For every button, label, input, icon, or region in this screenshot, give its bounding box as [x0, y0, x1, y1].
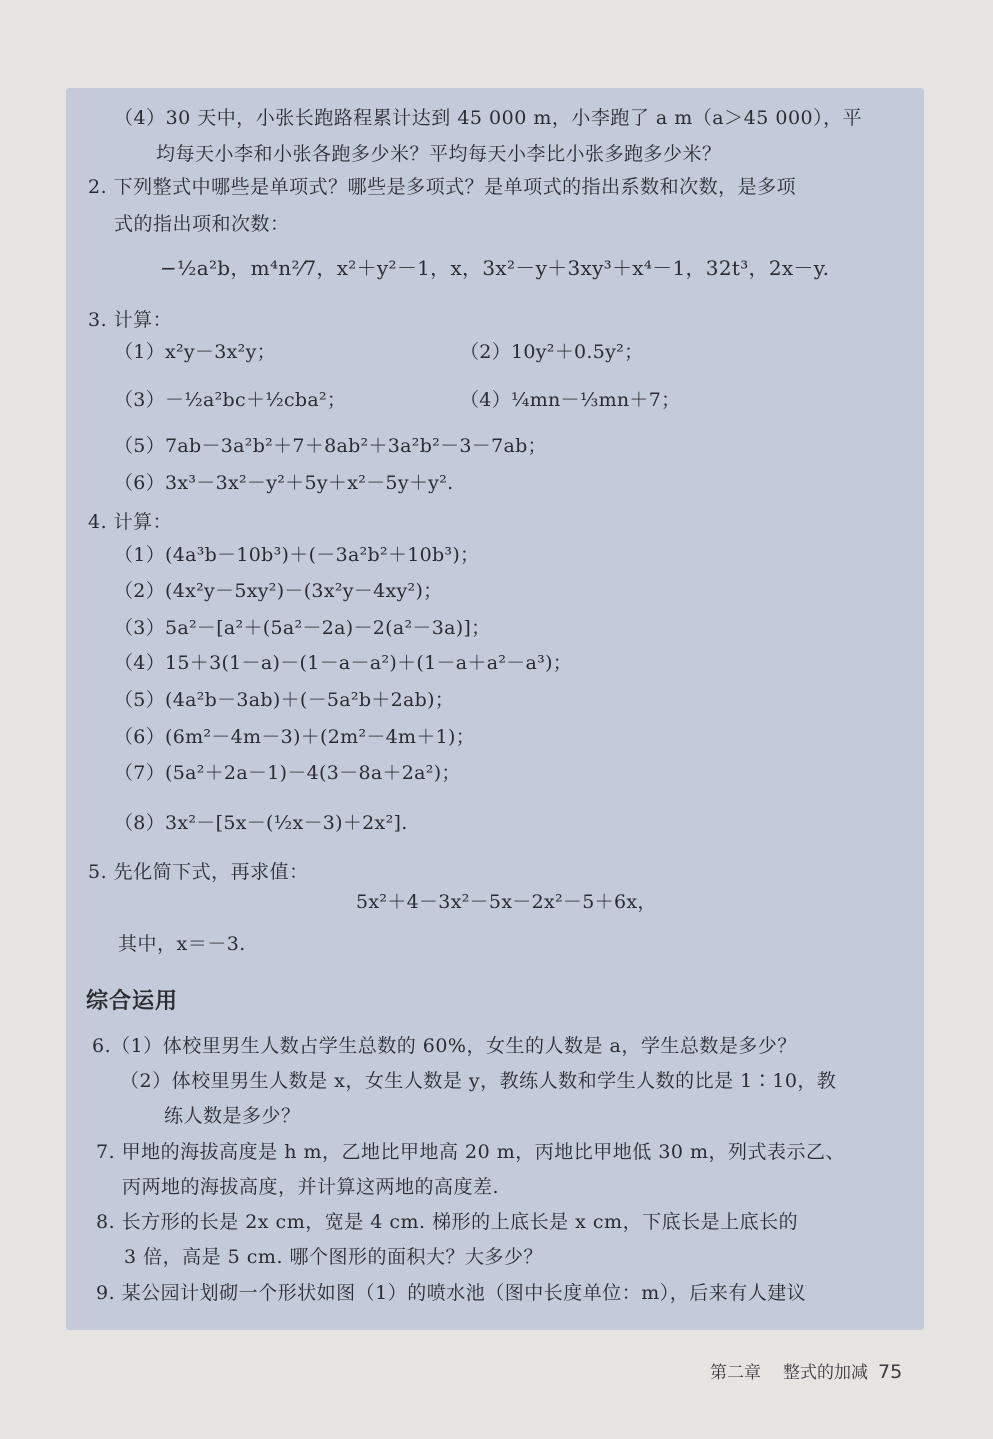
- problem-4-8: （8）3x²－[5x－(½x－3)＋2x²].: [114, 812, 408, 834]
- problem-7-line-2: 丙两地的海拔高度，并计算这两地的高度差.: [122, 1176, 500, 1198]
- problem-3-1: （1）x²y－3x²y；: [114, 341, 276, 363]
- problem-3-4: （4）¼mn－⅓mn＋7；: [460, 389, 681, 411]
- problem-2-expression: −½a²b，m⁴n²⁄7，x²＋y²－1，x，3x²－y＋3xy³＋x⁴－1，32t³，2x－y.: [160, 256, 830, 280]
- problem-3-3: （3）－½a²bc＋½cba²；: [114, 389, 347, 411]
- problem-9-line-1: 9. 某公园计划砌一个形状如图（1）的喷水池（图中长度单位：m），后来有人建议: [96, 1282, 807, 1304]
- problem-8-line-1: 8. 长方形的长是 2x cm，宽是 4 cm. 梯形的上底长是 x cm，下底长是上底长的: [96, 1211, 799, 1233]
- problem-4-title: 4. 计算：: [88, 511, 173, 533]
- section-title: 综合运用: [86, 989, 179, 1014]
- problem-4-4: （4）15＋3(1－a)－(1－a－a²)＋(1－a＋a²－a³)；: [114, 652, 573, 674]
- problem-3-5: （5）7ab－3a²b²＋7＋8ab²＋3a²b²－3－7ab；: [114, 435, 547, 457]
- problem-5-expression: 5x²＋4－3x²－5x－2x²－5＋6x，: [356, 891, 657, 913]
- problem-7-line-1: 7. 甲地的海拔高度是 h m，乙地比甲地高 20 m，丙地比甲地低 30 m，列式表示乙、: [96, 1141, 846, 1163]
- problem-6-2-line-1: （2）体校里男生人数是 x，女生人数是 y，教练人数和学生人数的比是 1∶10，教: [120, 1070, 837, 1092]
- chapter-title: 整式的加减: [783, 1363, 868, 1383]
- problem-3-6: （6）3x³－3x²－y²＋5y＋x²－5y＋y².: [114, 472, 454, 494]
- problem-2-line-2: 式的指出项和次数：: [114, 213, 290, 235]
- problem-6-1: 6.（1）体校里男生人数占学生总数的 60%，女生的人数是 a，学生总数是多少？: [92, 1035, 797, 1057]
- problem-2-line-1: 2. 下列整式中哪些是单项式？哪些是多项式？是单项式的指出系数和次数，是多项: [88, 176, 797, 198]
- chapter-label: 第二章: [710, 1363, 761, 1383]
- problem-4-5: （5）(4a²b－3ab)＋(－5a²b＋2ab)；: [114, 689, 455, 711]
- problem-8-line-2: 3 倍，高是 5 cm. 哪个图形的面积大？大多少？: [124, 1246, 544, 1268]
- page-footer: [710, 1358, 902, 1383]
- problem-6-2-line-2: 练人数是多少？: [164, 1105, 301, 1127]
- problem-5-title: 5. 先化简下式，再求值：: [88, 861, 309, 883]
- problem-3-title: 3. 计算：: [88, 309, 173, 331]
- problem-1-4-line-2: 均每天小李和小张各跑多少米？平均每天小李比小张多跑多少米？: [156, 143, 722, 165]
- problem-4-6: （6）(6m²－4m－3)＋(2m²－4m＋1)；: [114, 726, 476, 748]
- problem-1-4-line-1: （4）30 天中，小张长跑路程累计达到 45 000 m，小李跑了 a m（a＞45 000），平: [114, 107, 863, 129]
- page-number: 75: [878, 1361, 903, 1383]
- problem-3-2: （2）10y²＋0.5y²；: [460, 341, 644, 363]
- problem-4-3: （3）5a²－[a²＋(5a²－2a)－2(a²－3a)]；: [114, 617, 491, 639]
- problem-4-2: （2）(4x²y－5xy²)－(3x²y－4xy²)；: [114, 580, 443, 602]
- problem-4-7: （7）(5a²＋2a－1)－4(3－8a＋2a²)；: [114, 762, 461, 784]
- problem-4-1: （1）(4a³b－10b³)＋(－3a²b²＋10b³)；: [114, 544, 480, 566]
- problem-5-condition: 其中，x＝－3.: [118, 933, 246, 955]
